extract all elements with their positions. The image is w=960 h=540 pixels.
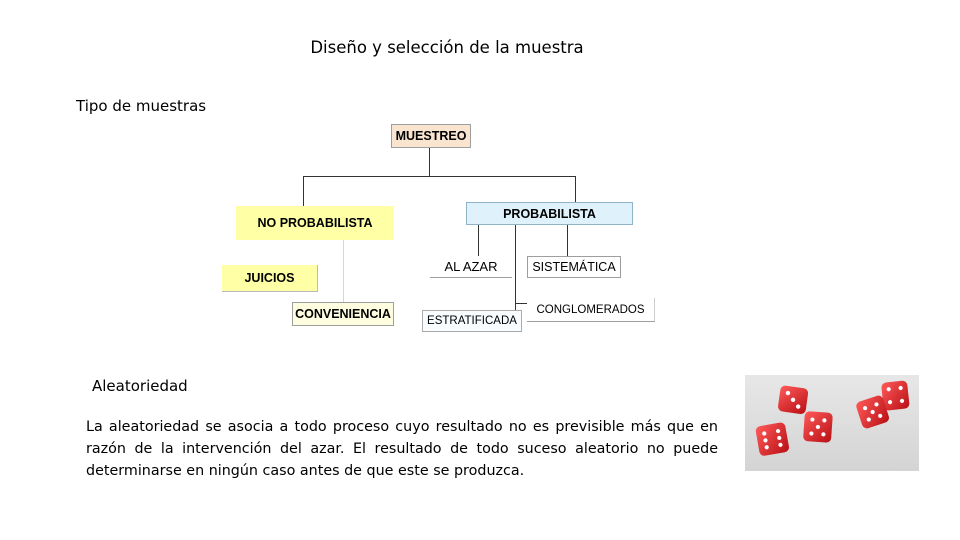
node-sistematica: SISTEMÁTICA <box>527 256 621 278</box>
node-estratificada: ESTRATIFICADA <box>422 310 522 332</box>
connector-to-al-azar <box>478 225 479 256</box>
connector-to-probabilista <box>575 176 576 202</box>
die-5 <box>755 422 790 457</box>
connector-to-no-probabilista <box>303 176 304 206</box>
slide-subtitle: Tipo de muestras <box>76 97 207 115</box>
connector-no-prob-down <box>343 240 344 302</box>
connector-root-down <box>429 147 430 176</box>
node-no-probabilista: NO PROBABILISTA <box>236 206 394 240</box>
die-1 <box>777 385 808 415</box>
connector-horizontal-main <box>303 176 576 177</box>
node-muestreo: MUESTREO <box>391 124 471 148</box>
die-3 <box>803 411 833 443</box>
node-juicios: JUICIOS <box>222 265 318 292</box>
node-conveniencia: CONVENIENCIA <box>292 302 394 326</box>
slide-title: Diseño y selección de la muestra <box>310 38 584 57</box>
dice-illustration <box>745 375 919 471</box>
connector-to-conglomerados <box>515 303 527 304</box>
section-heading: Aleatoriedad <box>92 377 188 395</box>
node-al-azar: AL AZAR <box>430 256 512 278</box>
connector-prob-trunk <box>515 225 516 315</box>
connector-to-sistematica <box>567 225 568 256</box>
body-paragraph: La aleatoriedad se asocia a todo proceso cuyo resultado no es previsible más que en razón de la intervención del azar. El resultado de todo suceso aleatorio no puede determinarse en ningún caso antes de que este se produzca. <box>86 419 718 479</box>
node-probabilista: PROBABILISTA <box>466 202 633 225</box>
dice-image <box>745 375 919 471</box>
node-conglomerados: CONGLOMERADOS <box>527 298 655 322</box>
